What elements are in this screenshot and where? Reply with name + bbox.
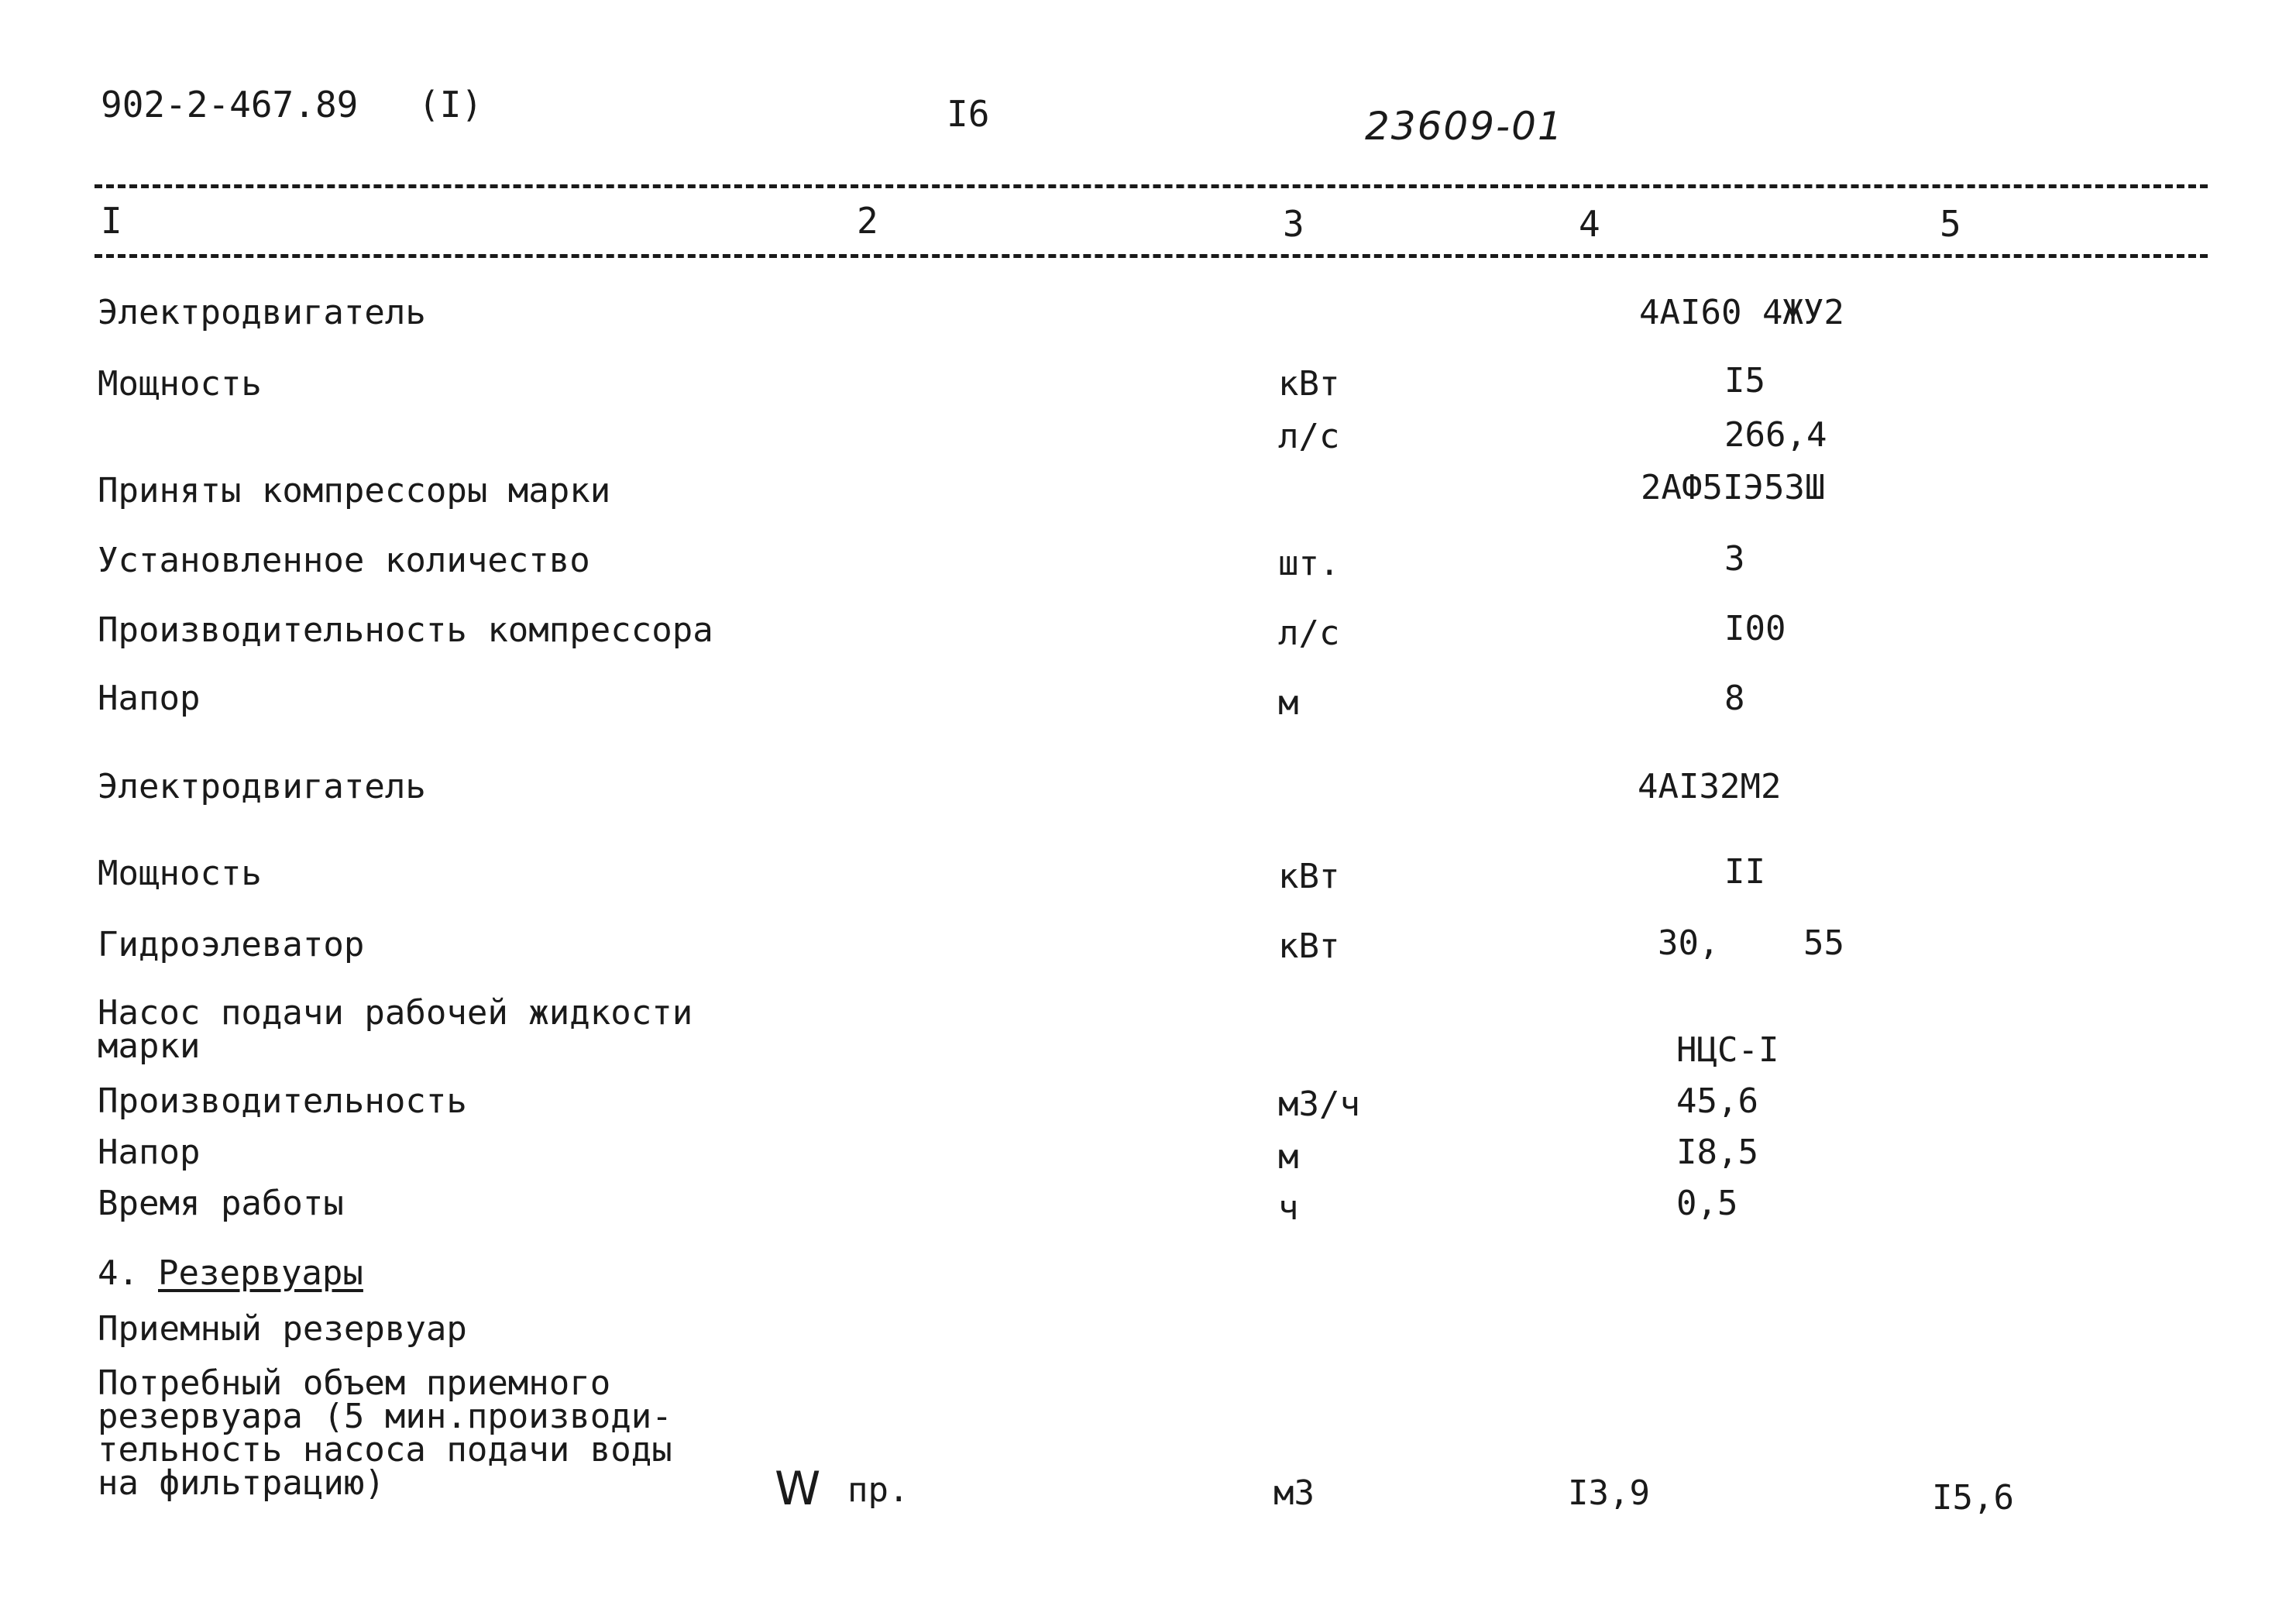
- column-number-5: 5: [1940, 203, 1961, 245]
- item-name: Потребный объем приемного резервуара (5 мин.производи- тельность насоса подачи воды на фильтрацию): [98, 1363, 672, 1504]
- column-number-4: 4: [1579, 203, 1600, 245]
- row-unit: м3/ч: [1278, 1085, 1360, 1124]
- row-value: I8,5: [1676, 1133, 1758, 1172]
- row-name: Напор: [98, 679, 201, 718]
- column-number-1: I: [101, 200, 122, 242]
- row-value-col5: 55: [1803, 923, 1844, 963]
- row-value: 30,: [1658, 923, 1720, 963]
- row-value: 4АI32М2: [1638, 767, 1782, 806]
- row-value: НЦС-I: [1676, 1030, 1779, 1070]
- row-unit: кВт: [1278, 926, 1340, 966]
- row-name: Установленное количество: [98, 541, 590, 580]
- row-name: Электродвигатель: [98, 767, 426, 806]
- row-unit: м: [1278, 683, 1299, 723]
- row-value: II: [1724, 852, 1765, 892]
- item-symbol: W: [775, 1462, 821, 1516]
- row-unit: шт.: [1278, 544, 1340, 583]
- row-name: Производительность: [98, 1081, 467, 1121]
- row-name: Гидроэлеватор: [98, 925, 365, 964]
- item-unit: м3: [1273, 1473, 1315, 1513]
- row-name: Напор: [98, 1133, 201, 1172]
- row-unit: м: [1278, 1137, 1299, 1177]
- row-unit: л/с: [1278, 417, 1340, 456]
- item-value-col5: I5,6: [1932, 1478, 2014, 1518]
- row-value: I00: [1724, 609, 1786, 648]
- row-value: 45,6: [1676, 1081, 1758, 1121]
- row-value: I5: [1724, 361, 1765, 400]
- row-name: Производительность компрессора: [98, 610, 713, 650]
- row-unit: кВт: [1278, 364, 1340, 404]
- row-name: Электродвигатель: [98, 293, 426, 332]
- section-title: Резервуары: [158, 1253, 363, 1293]
- row-value: 4АI60 4ЖУ2: [1639, 293, 1844, 332]
- item-symbol-subscript: пр.: [847, 1470, 909, 1510]
- row-value: 0,5: [1676, 1184, 1738, 1223]
- row-value: 266,4: [1724, 415, 1827, 455]
- header-rule-top: [95, 184, 2208, 188]
- header-rule-bottom: [95, 254, 2208, 258]
- document-part: (I): [418, 84, 483, 125]
- row-unit: л/с: [1278, 614, 1340, 653]
- section-subtitle: Приемный резервуар: [98, 1309, 467, 1349]
- column-number-3: 3: [1283, 203, 1304, 245]
- row-name: Мощность: [98, 364, 262, 404]
- page-number: I6: [947, 93, 990, 135]
- row-value: 8: [1724, 679, 1745, 718]
- row-name: Насос подачи рабочей жидкости марки: [98, 993, 693, 1067]
- inventory-number: 23609-01: [1365, 104, 1564, 149]
- row-unit: кВт: [1278, 857, 1340, 896]
- row-name: Мощность: [98, 854, 262, 893]
- column-number-2: 2: [857, 200, 878, 242]
- row-name: Время работы: [98, 1184, 344, 1223]
- row-value: 2АФ5IЭ53Ш: [1641, 468, 1826, 507]
- row-value: 3: [1724, 539, 1745, 579]
- item-value-col4: I3,9: [1568, 1473, 1650, 1513]
- row-unit: ч: [1278, 1188, 1299, 1228]
- row-name: Приняты компрессоры марки: [98, 471, 611, 511]
- section-number: 4.: [98, 1253, 139, 1293]
- document-code: 902-2-467.89: [101, 84, 359, 125]
